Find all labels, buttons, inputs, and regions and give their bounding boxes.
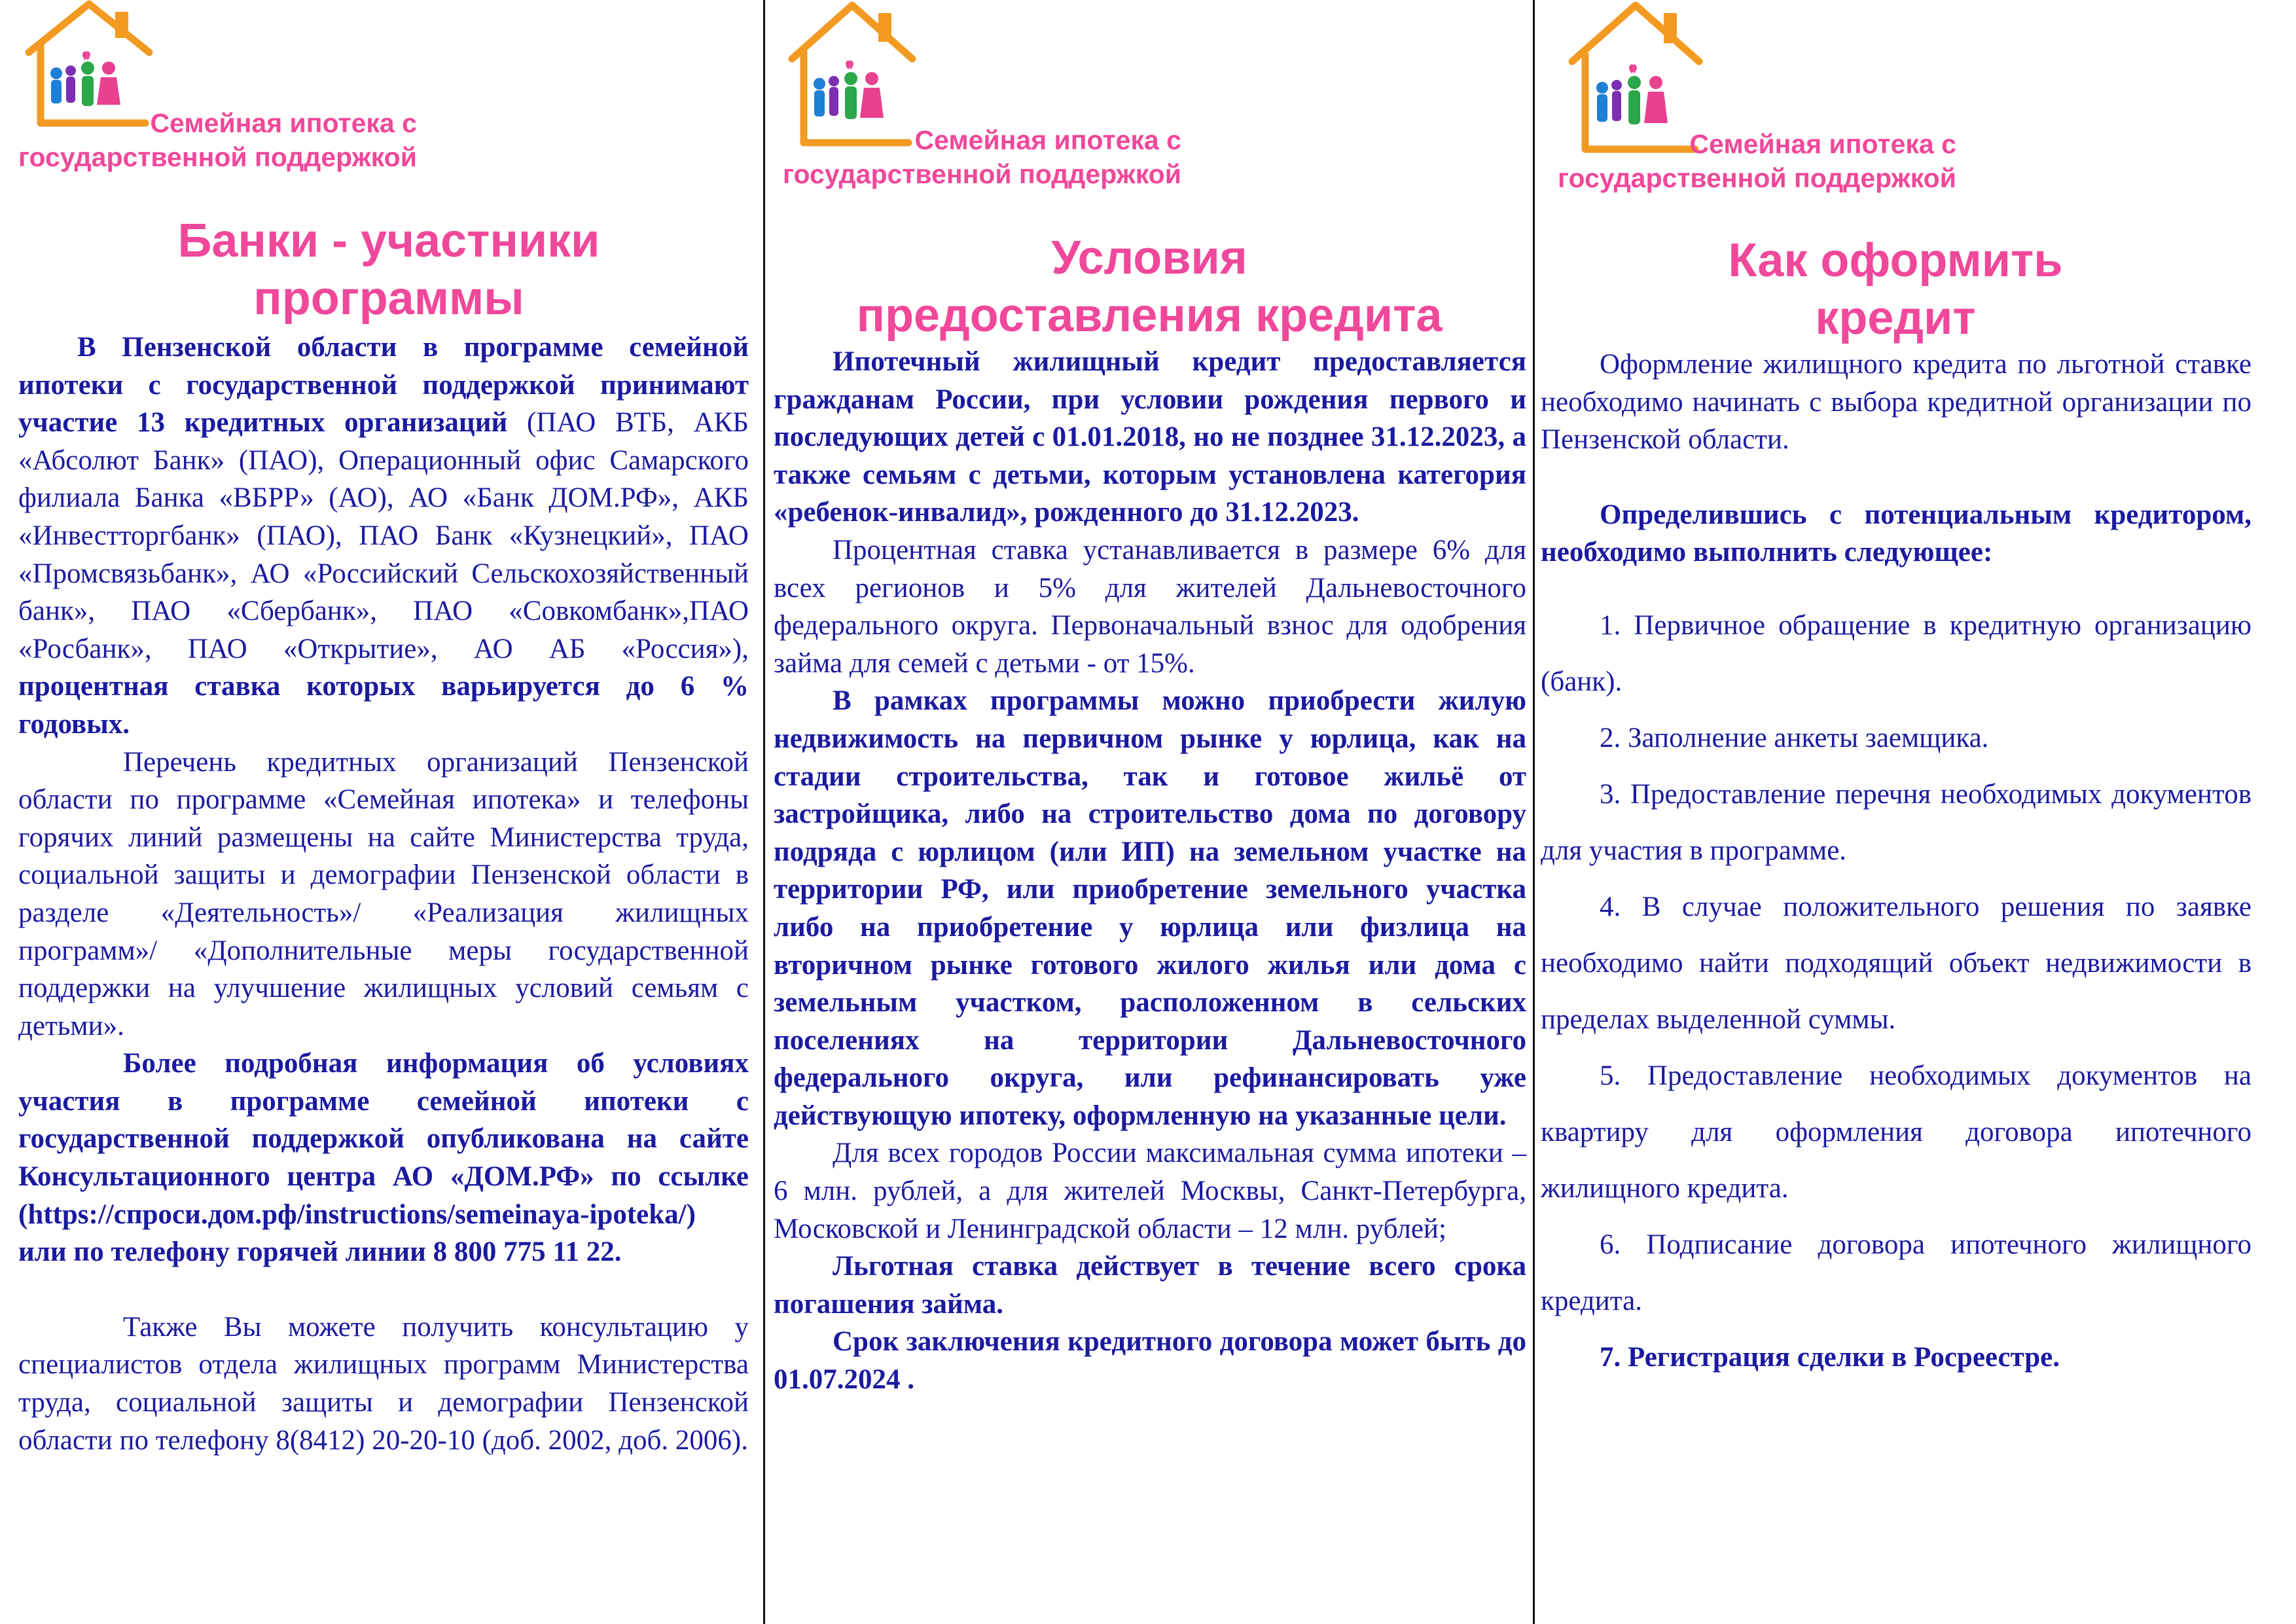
program-logo-text: Семейная ипотека с государственной поддержкой	[1558, 129, 1956, 193]
column-banks	[0, 0, 764, 1624]
conditions-body-text	[774, 343, 1526, 1399]
paragraph: Оформление жилищного кредита по льготной ставке необходимо начинать с выбора кредитной организации по Пензенской области.	[1541, 349, 2251, 456]
paragraph: В Пензенской области в программе семейной ипотеки с государственной поддержкой принимают участие 13 кредитных организаций (ПАО ВТБ, АКБ «Абсолют Банк» (ПАО), Операционный офис Самарского филиала Банка «ВБРР» (АО), АО «Банк ДОМ.РФ», АКБ «Инвестторгбанк» (ПАО), ПАО Банк «Кузнецкий», ПАО «Промсвязьбанк», АО «Российский Сельскохозяйственный банк», ПАО «Сбербанк», ПАО «Совкомбанк»,ПАО «Росбанк», ПАО «Открытие», АО АБ «Россия»), процентная ставка которых варьируется до 6 % годовых.	[18, 332, 749, 740]
list-item: 1. Первичное обращение в кредитную организацию (банк).	[1541, 609, 2251, 697]
program-logo-text: Семейная ипотека с государственной поддержкой	[18, 108, 417, 172]
paragraph: Льготная ставка действует в течение всего срока погашения займа.	[774, 1251, 1526, 1320]
paragraph: Также Вы можете получить консультацию у специалистов отдела жилищных программ Министерства труда, социальной защиты и демографии Пензенской области по телефону 8(8412) 20-20-10 (доб. 2002, доб. 2006).	[18, 1311, 749, 1456]
list-item: 4. В случае положительного решения по заявке необходимо найти подходящий объект недвижимости в пределах выделенной суммы.	[1541, 891, 2251, 1035]
section-title: Банки - участники программы	[177, 215, 600, 325]
list-item: 6. Подписание договора ипотечного жилищного кредита.	[1541, 1229, 2251, 1316]
paragraph: Определившись с потенциальным кредитором, необходимо выполнить следующее:	[1541, 499, 2251, 568]
family-house-logo	[17, 0, 417, 172]
paragraph: В рамках программы можно приобрести жилую недвижимость на первичном рынке у юрлица, как на стадии строительства, так и готовое жильё от застройщика, либо на строительство дома по договору подряда с юрлицом (или ИП) на земельном участке на территории РФ, или приобретение земельного участка либо на приобретение у юрлица или физлица на вторичном рынке готового жилого жилья или дома с земельным участком, расположенном в сельских поселениях на территории Дальневосточного федерального округа, или рефинансировать уже действующую ипотеку, оформленную на указанные цели.	[774, 685, 1526, 1131]
paragraph: Процентная ставка устанавливается в размере 6% для всех регионов и 5% для жителей Дальневосточного федерального округа. Первоначальный взнос для одобрения займа для семей с детьми - от 15%.	[774, 534, 1526, 679]
paragraph: Срок заключения кредитного договора может быть до 01.07.2024 .	[774, 1326, 1526, 1396]
column-how-to	[1534, 0, 2296, 1624]
column-conditions	[764, 0, 1534, 1624]
list-item: 2. Заполнение анкеты заемщика.	[1600, 722, 1989, 753]
section-title: Условия предоставления кредита	[856, 232, 1443, 342]
list-item: 5. Предоставление необходимых документов на квартиру для оформления договора ипотечного жилищного кредита.	[1541, 1060, 2251, 1204]
banks-body-text	[18, 329, 749, 1459]
list-item: 3. Предоставление перечня необходимых документов для участия в программе.	[1541, 778, 2251, 866]
family-house-logo	[1558, 0, 1956, 193]
paragraph: Для всех городов России максимальная сумма ипотеки – 6 млн. рублей, а для жителей Москвы, Санкт-Петербурга, Московской и Ленинградской области – 12 млн. рублей;	[774, 1138, 1526, 1244]
section-title: Как оформить кредит	[1728, 234, 2063, 344]
paragraph: Ипотечный жилищный кредит предоставляется гражданам России, при условии рождения первого и последующих детей с 01.01.2018, но не позднее 31.12.2023, а также семьям с детьми, которым установлена категория «ребенок-инвалид», рожденного до 31.12.2023.	[774, 346, 1526, 528]
list-item: 7. Регистрация сделки в Росреестре.	[1600, 1341, 2060, 1373]
program-logo-text: Семейная ипотека с государственной поддержкой	[783, 125, 1181, 189]
how-to-body-text	[1541, 346, 2251, 1386]
paragraph: Более подробная информация об условиях участия в программе семейной ипотеки с государственной поддержкой опубликована на сайте Консультационного центра АО «ДОМ.РФ» по ссылке (https://спроси.дом.рф/instructions/semeinaya-ipoteka/) или по телефону горячей линии 8 800 775 11 22.	[18, 1048, 749, 1268]
family-house-logo	[780, 0, 1181, 189]
paragraph: Перечень кредитных организаций Пензенской области по программе «Семейная ипотека» и телефоны горячих линий размещены на сайте Министерства труда, социальной защиты и демографии Пензенской области в разделе «Деятельность»/ «Реализация жилищных программ»/ «Дополнительные меры государственной поддержки на улучшение жилищных условий семьям с детьми».	[18, 746, 749, 1041]
